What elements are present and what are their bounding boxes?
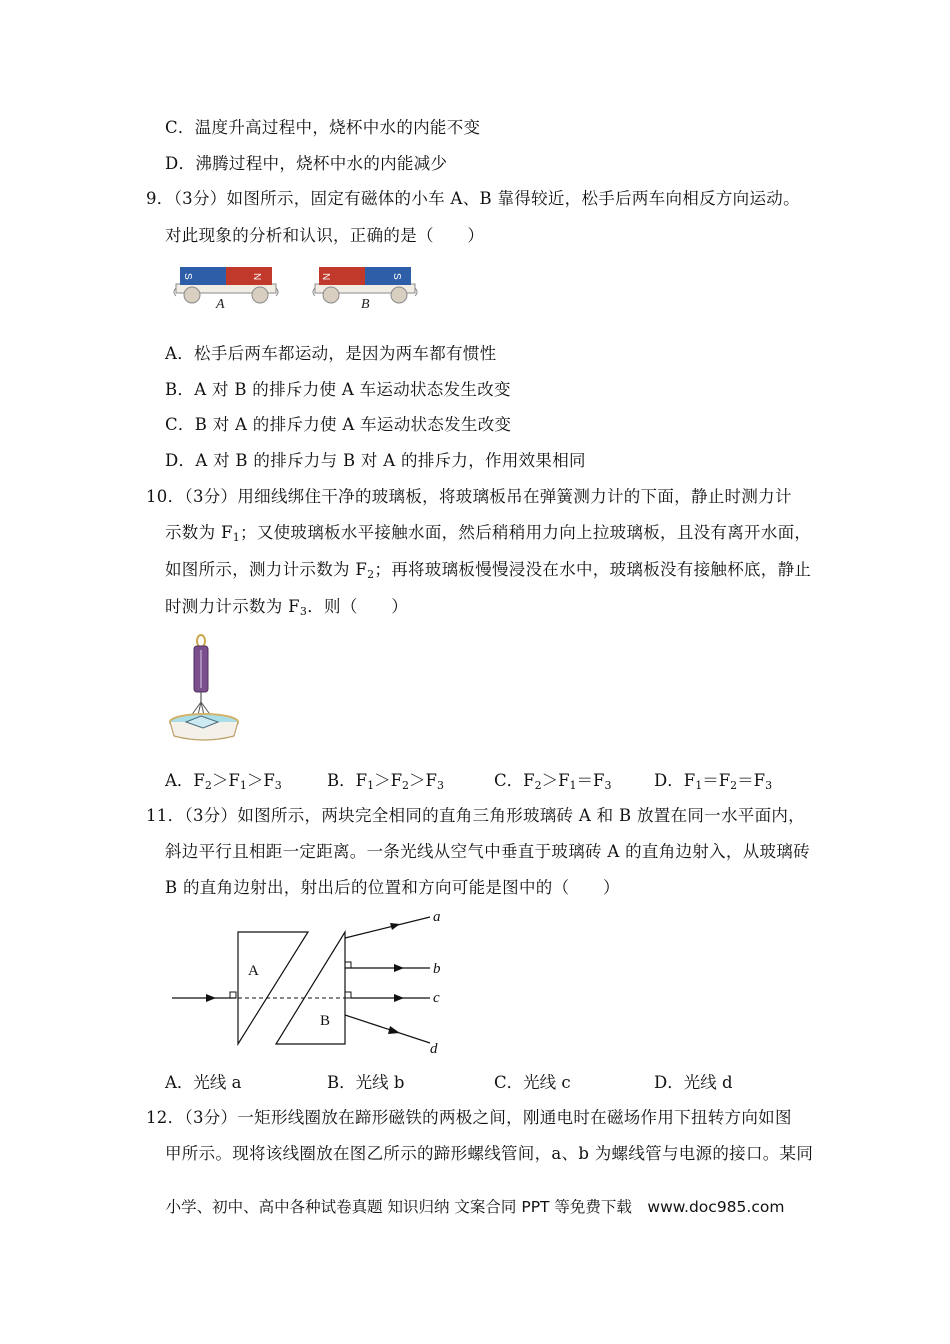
q10-stem-line2: 示数为 $F_1$；又使玻璃板水平接触水面，然后稍稍用力向上拉玻璃板，且没有离开水面， — [165, 523, 812, 544]
q11-option-d: D．光线 d — [654, 1073, 733, 1092]
cart-b-left-pole-letter: N — [320, 273, 331, 281]
prism-b — [276, 932, 345, 1044]
cart-a-label: A — [216, 297, 225, 312]
q9-option-a: A．松手后两车都运动，是因为两车都有惯性 — [165, 344, 497, 363]
q11-stem-line2: 斜边平行且相距一定距离。一条光线从空气中垂直于玻璃砖 A 的直角边射入，从玻璃砖 — [165, 842, 810, 861]
cart-a — [174, 267, 278, 312]
q11-option-c: C．光线 c — [494, 1073, 571, 1092]
prism-a — [238, 932, 308, 1044]
cart-a-left-pole-letter: S — [182, 273, 193, 280]
q9-option-d: D．A 对 B 的排斥力与 B 对 A 的排斥力，作用效果相同 — [165, 451, 586, 470]
q11-prism-ray-figure — [168, 905, 458, 1060]
q10-stem-line3: 如图所示，测力计示数为 $F_2$；再将玻璃板慢慢浸没在水中，玻璃板没有接触杯底，静止 — [165, 560, 812, 581]
page-footer: 小学、初中、高中各种试卷真题 知识归纳 文案合同 PPT 等免费下载 www.doc985.com — [165, 1198, 785, 1216]
q8-option-c: C．温度升高过程中，烧杯中水的内能不变 — [165, 118, 481, 137]
cart-b-south-pole — [365, 267, 411, 285]
cart-b-wheel-right — [391, 287, 407, 303]
cart-a-right-pole-letter: N — [251, 273, 262, 281]
q8-option-d: D．沸腾过程中，烧杯中水的内能减少 — [165, 154, 448, 173]
q9-option-c: C．B 对 A 的排斥力使 A 车运动状态发生改变 — [165, 415, 512, 434]
prism-a-label: A — [248, 963, 259, 979]
prism-b-label: B — [320, 1013, 331, 1029]
q9-stem-line1: 9．（3分）如图所示，固定有磁体的小车 A、B 靠得较近，松手后两车向相反方向运动。 — [146, 189, 800, 208]
cart-b-label: B — [361, 297, 370, 312]
ray-c-label: c — [433, 990, 440, 1006]
q12-stem-line2: 甲所示。现将该线圈放在图乙所示的蹄形螺线管间，a、b 为螺线管与电源的接口。某同 — [165, 1144, 814, 1163]
q10-spring-scale-figure — [166, 632, 248, 744]
cart-a-wheel-right — [252, 287, 268, 303]
ray-a-label: a — [433, 909, 441, 925]
cart-a-wheel-left — [184, 287, 200, 303]
ray-d — [345, 1015, 430, 1043]
q9-option-b: B．A 对 B 的排斥力使 A 车运动状态发生改变 — [165, 380, 511, 399]
spring-scale-hook — [197, 635, 205, 647]
q9-magnet-carts-figure — [170, 262, 425, 314]
ray-b-label: b — [433, 961, 441, 977]
q11-stem-line1: 11．（3分）如图所示，两块完全相同的直角三角形玻璃砖 A 和 B 放置在同一水平面内， — [146, 806, 805, 825]
q12-stem-line1: 12．（3分）一矩形线圈放在蹄形磁铁的两极之间，刚通电时在磁场作用下扭转方向如图 — [146, 1108, 792, 1127]
cart-b — [313, 267, 417, 312]
q10-option-b: B．$F_1>F_2>F_3$ — [327, 771, 444, 792]
q10-option-a: A．$F_2>F_1>F_3$ — [165, 771, 282, 792]
q10-option-c: C．$F_2>F_1=F_3$ — [494, 771, 612, 792]
ray-a — [345, 917, 430, 938]
ray-d-label: d — [430, 1041, 438, 1057]
q10-stem-line1: 10．（3分）用细线绑住干净的玻璃板，将玻璃板吊在弹簧测力计的下面，静止时测力计 — [146, 487, 792, 506]
q10-stem-line4: 时测力计示数为 $F_3$．则（ ） — [165, 597, 409, 618]
q9-stem-line2: 对此现象的分析和认识，正确的是（ ） — [165, 226, 485, 245]
q10-option-d: D．$F_1=F_2=F_3$ — [654, 771, 773, 792]
cart-a-north-pole — [226, 267, 272, 285]
cart-b-right-pole-letter: S — [391, 273, 402, 280]
q11-stem-line3: B 的直角边射出，射出后的位置和方向可能是图中的（ ） — [165, 878, 620, 897]
q11-option-a: A．光线 a — [165, 1073, 242, 1092]
cart-b-wheel-left — [323, 287, 339, 303]
q11-option-b: B．光线 b — [327, 1073, 405, 1092]
